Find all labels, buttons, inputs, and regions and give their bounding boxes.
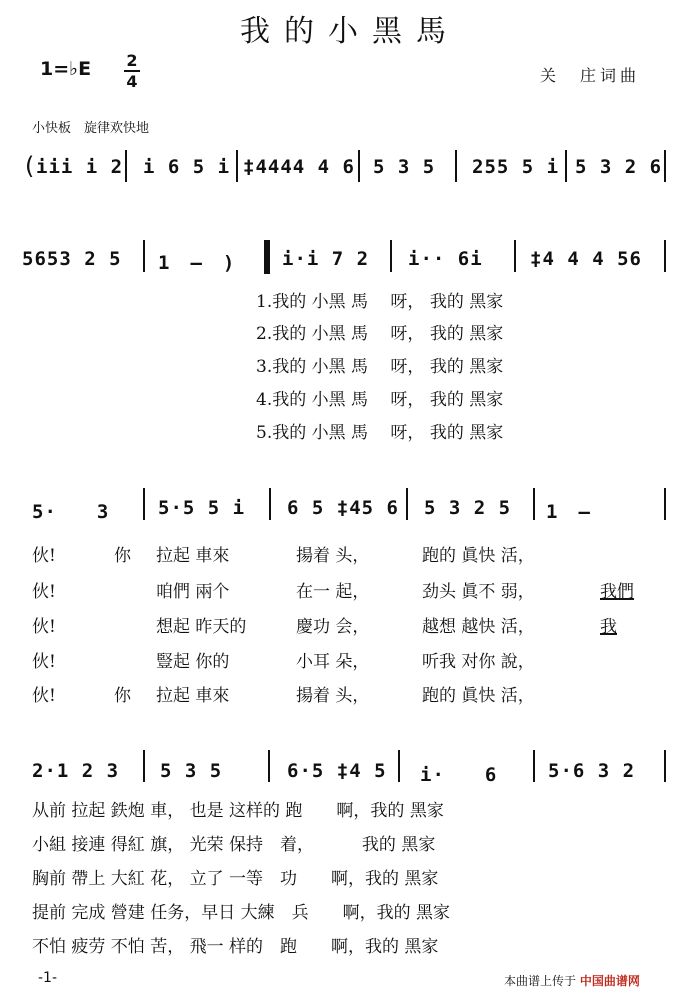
barline (143, 488, 145, 520)
verse-1-line-a: 1.我的 小黑 馬 呀， 我的 黑家 (256, 292, 504, 312)
verse-4-line-c: 提前 完成 營建 任务，早日 大練 兵 啊，我的 黑家 (32, 903, 451, 923)
measure-1-2: i 6 5 i (143, 156, 231, 178)
upload-note (504, 972, 640, 989)
measure-3-1: 5· 3 (32, 501, 110, 523)
measure-3-4: 5 3 2 5 (424, 497, 512, 519)
barline (565, 150, 567, 182)
measure-3-5: 1 – (546, 501, 591, 523)
barline (236, 150, 238, 182)
composer-credit: 关 庄词曲 (540, 66, 641, 85)
barline (406, 488, 408, 520)
verse-1-line-c: 从前 拉起 鉄炮 車， 也是 这样的 跑 啊，我的 黑家 (32, 801, 444, 821)
barline (125, 150, 127, 182)
measure-3-3: 6 5 ‡45 6 (287, 497, 399, 519)
measure-4-3: 6·5 ‡4 5 (287, 760, 387, 782)
verse-3-line-a: 3.我的 小黑 馬 呀， 我的 黑家 (256, 357, 504, 377)
measure-1-6: 5 3 2 6 (575, 156, 663, 178)
barline (455, 150, 457, 182)
measure-1-1: iii i 2 (36, 156, 124, 178)
measure-2-5: ‡4 4 4 56 (530, 248, 642, 270)
verse-2-line-c: 小組 接連 得紅 旗， 光荣 保持 着， 我的 黑家 (32, 835, 436, 855)
verse-5-line-a: 5.我的 小黑 馬 呀， 我的 黑家 (256, 423, 504, 443)
measure-1-4: 5 3 5 (373, 156, 436, 178)
barline (358, 150, 360, 182)
page-number: -1- (38, 970, 58, 986)
tempo-marking: 小快板 旋律欢快地 (32, 121, 150, 136)
time-top: 2 (126, 51, 138, 70)
measure-2-1: 5653 2 5 (22, 248, 122, 270)
barline (143, 750, 145, 782)
measure-1-3: ‡4444 4 6 (243, 156, 355, 178)
barline (390, 240, 392, 272)
measure-2-3: i·i 7 2 (282, 248, 370, 270)
barline (268, 750, 270, 782)
verse-2-line-a: 2.我的 小黑 馬 呀， 我的 黑家 (256, 324, 504, 344)
measure-2-2: 1 – ) (158, 252, 236, 274)
barline (533, 750, 535, 782)
measure-1-5: 255 5 i (472, 156, 560, 178)
barline (664, 750, 666, 782)
measure-4-4: i· 6 (420, 764, 498, 786)
barline (514, 240, 516, 272)
barline (664, 240, 666, 272)
barline (664, 150, 666, 182)
song-title: 我的小黑馬 (240, 14, 460, 49)
barline (398, 750, 400, 782)
repeat-barline (264, 240, 270, 274)
verse-5-line-c: 不怕 疲劳 不怕 苦， 飛一 样的 跑 啊，我的 黑家 (32, 937, 439, 957)
open-paren: ( (22, 152, 38, 180)
upload-text: 本曲谱上传于 (504, 974, 577, 988)
time-signature (124, 52, 140, 90)
verse-4-line-a: 4.我的 小黑 馬 呀， 我的 黑家 (256, 390, 504, 410)
barline (664, 488, 666, 520)
measure-2-4: i·· 6i (408, 248, 483, 270)
barline (143, 240, 145, 272)
key-signature: 1=♭E (40, 58, 92, 80)
verse-3-line-c: 胸前 帶上 大紅 花， 立了 一等 功 啊，我的 黑家 (32, 869, 439, 889)
measure-4-1: 2·1 2 3 (32, 760, 120, 782)
measure-4-2: 5 3 5 (160, 760, 223, 782)
site-logo: 中国曲谱网 (579, 974, 640, 988)
measure-4-5: 5·6 3 2 (548, 760, 636, 782)
time-bottom: 4 (126, 72, 138, 91)
measure-3-2: 5·5 5 i (158, 497, 246, 519)
barline (269, 488, 271, 520)
barline (533, 488, 535, 520)
